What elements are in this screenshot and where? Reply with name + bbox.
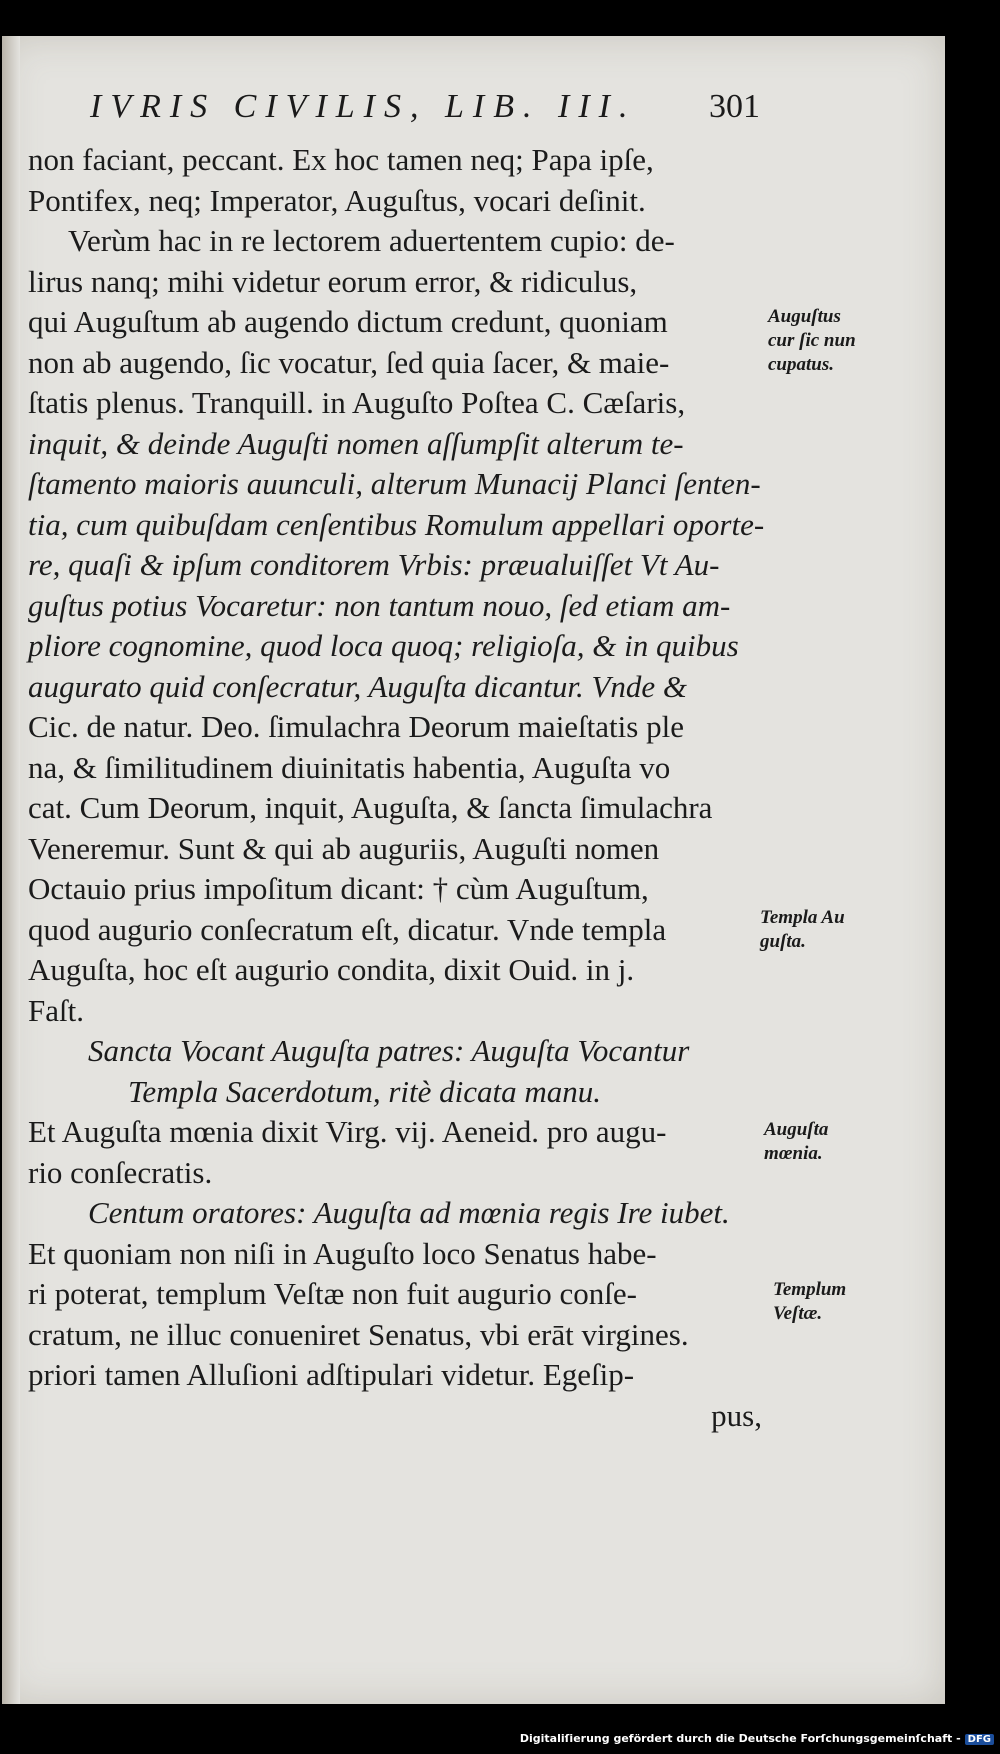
text-line: pliore cognomine, quod loca quoq; religioſa, & in quibus (28, 628, 739, 663)
text-line: cat. Cum Deorum, inquit, Auguſta, & ſancta ſimulachra (28, 790, 713, 825)
text-line: inquit, & deinde Auguſti nomen aſſumpſit alterum te- (28, 425, 684, 461)
text-line: Pontifex, neq; Imperator, Auguſtus, vocari deſinit. (28, 182, 646, 218)
page-gutter (2, 36, 20, 1704)
text-line: ſtamento maioris auunculi, alterum Munacij Planci ſenten- (28, 466, 761, 501)
text-line: Et Auguſta mœnia dixit Virg. vij. Aeneid. pro augu- (28, 1114, 667, 1149)
text-line: ri poterat, templum Veſtæ non fuit augurio conſe- (28, 1276, 637, 1311)
text-line: re, quaſi & ipſum conditorem Vrbis: præualuiſſet Vt Au- (28, 547, 720, 582)
text-line: Octauio prius impoſitum dicant: † cùm Auguſtum, (28, 871, 649, 906)
text-line: non faciant, peccant. Ex hoc tamen neq; Papa ipſe, (28, 142, 654, 177)
text-line: Verùm hac in re lectorem aduertentem cupio: de- (68, 223, 675, 258)
text-line: priori tamen Alluſioni adſtipulari videtur. Egeſip- (28, 1357, 635, 1392)
text-line: guſtus potius Vocaretur: non tantum nouo, ſed etiam am- (28, 587, 731, 623)
footer-strip (0, 1704, 1000, 1754)
text-line: cratum, ne illuc conueniret Senatus, vbi erāt virgines. (28, 1316, 689, 1352)
text-line: na, & ſimilitudinem diuinitatis habentia, Auguſta vo (28, 749, 671, 785)
text-line: Cic. de natur. Deo. ſimulachra Deorum maieſtatis ple (28, 709, 684, 744)
digitization-credit (520, 1732, 994, 1745)
text-line: non ab augendo, ſic vocatur, ſed quia ſacer, & maie- (28, 344, 670, 380)
marginal-note-augustus: Auguſtus cur ſic nun cupatus. (768, 306, 856, 375)
text-line: rio conſecratis. (28, 1154, 213, 1190)
text-line: Templa Sacerdotum, ritè dicata manu. (128, 1073, 602, 1109)
text-line: Sancta Vocant Auguſta patres: Auguſta Vocantur (88, 1033, 690, 1068)
body-text (28, 140, 768, 1436)
text-line: Auguſta, hoc eſt augurio condita, dixit Ouid. in j. (28, 952, 635, 987)
text-line: tia, cum quibuſdam cenſentibus Romulum appellari oporte- (28, 506, 765, 542)
running-title: IVRIS CIVILIS, LIB. III. (90, 88, 637, 125)
page-number: 301 (709, 88, 760, 125)
marginal-note-templa-augusta: Templa Au guſta. (760, 907, 845, 952)
text-line: Centum oratores: Auguſta ad mœnia regis Ire iubet. (88, 1195, 730, 1230)
text-line: quod augurio conſecratum eſt, dicatur. Vnde templa (28, 911, 667, 947)
marginal-note-templum-vestae: Templum Veſtæ. (773, 1279, 847, 1324)
text-line: ſtatis plenus. Tranquill. in Auguſto Poſtea C. Cæſaris, (28, 385, 686, 420)
marginal-note-augusta-moenia: Auguſta mœnia. (764, 1119, 829, 1164)
text-line: lirus nanq; mihi videtur eorum error, & ridiculus, (28, 263, 638, 299)
text-line: augurato quid conſecratur, Auguſta dicantur. Vnde & (28, 668, 688, 704)
text-line: Veneremur. Sunt & qui ab auguriis, Auguſti nomen (28, 830, 660, 866)
dfg-logo: DFG (965, 1734, 994, 1745)
text-line: pus, (711, 1397, 762, 1433)
text-line: Faſt. (28, 992, 84, 1028)
running-header (90, 88, 760, 128)
text-line: Et quoniam non niſi in Auguſto loco Senatus habe- (28, 1235, 657, 1271)
text-line: qui Auguſtum ab augendo dictum credunt, quoniam (28, 304, 668, 339)
credit-text: Digitaliſierung gefördert durch die Deutsche Forſchungsgemeinſchaft - (519, 1732, 961, 1745)
